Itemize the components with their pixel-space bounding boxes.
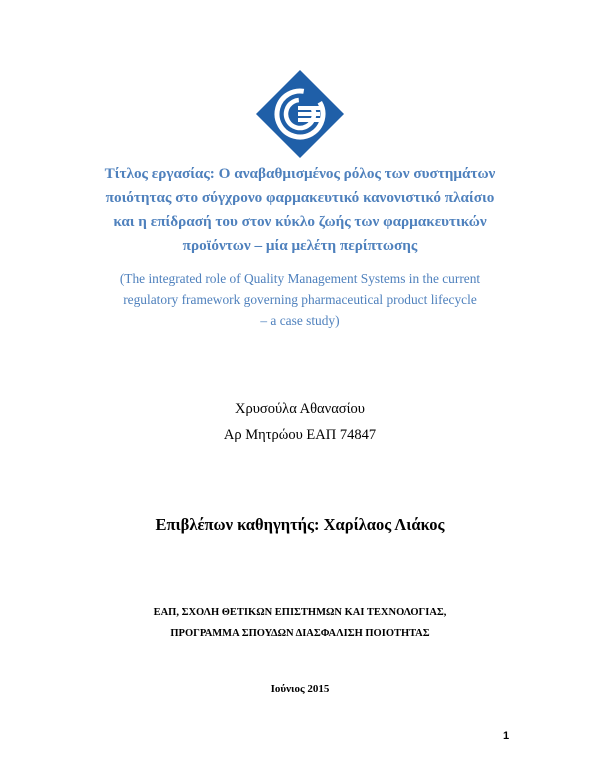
- school-block: [0, 602, 600, 644]
- title-line: (The integrated role of Quality Management Systems in the current: [119, 271, 481, 286]
- title-line: regulatory framework governing pharmaceutical product lifecycle: [123, 292, 477, 307]
- title-line: Τίτλος εργασίας: Ο αναβαθμισμένος ρόλος των συστημάτων: [104, 165, 496, 182]
- author-name: Χρυσούλα Αθανασίου: [235, 401, 365, 417]
- university-emblem-icon: [254, 68, 346, 160]
- title-line: ποιότητας στο σύγχρονο φαρμακευτικό κανονιστικό πλαίσιο: [105, 189, 495, 206]
- title-line: και η επίδρασή του στον κύκλο ζωής των φαρμακευτικών: [113, 213, 487, 230]
- thesis-title-greek: [60, 162, 540, 258]
- school-line: ΠΡΟΓΡΑΜΜΑ ΣΠΟΥΔΩΝ ΔΙΑΣΦΑΛΙΣΗ ΠΟΙΟΤΗΤΑΣ: [170, 628, 430, 639]
- author-block: [0, 396, 600, 448]
- submission-date: Ιούνιος 2015: [270, 683, 330, 695]
- title-line: προϊόντων – μία μελέτη περίπτωσης: [182, 237, 418, 254]
- registration-number: Αρ Μητρώου ΕΑΠ 74847: [223, 427, 377, 443]
- page-number: 1: [503, 730, 510, 742]
- title-line: – a case study): [260, 313, 340, 328]
- thesis-title-english: [60, 268, 540, 331]
- school-line: ΕΑΠ, ΣΧΟΛΗ ΘΕΤΙΚΩΝ ΕΠΙΣΤΗΜΩΝ ΚΑΙ ΤΕΧΝΟΛΟΓΙΑΣ,: [153, 607, 447, 618]
- supervisor: Επιβλέπων καθηγητής: Χαρίλαος Λιάκος: [155, 515, 445, 534]
